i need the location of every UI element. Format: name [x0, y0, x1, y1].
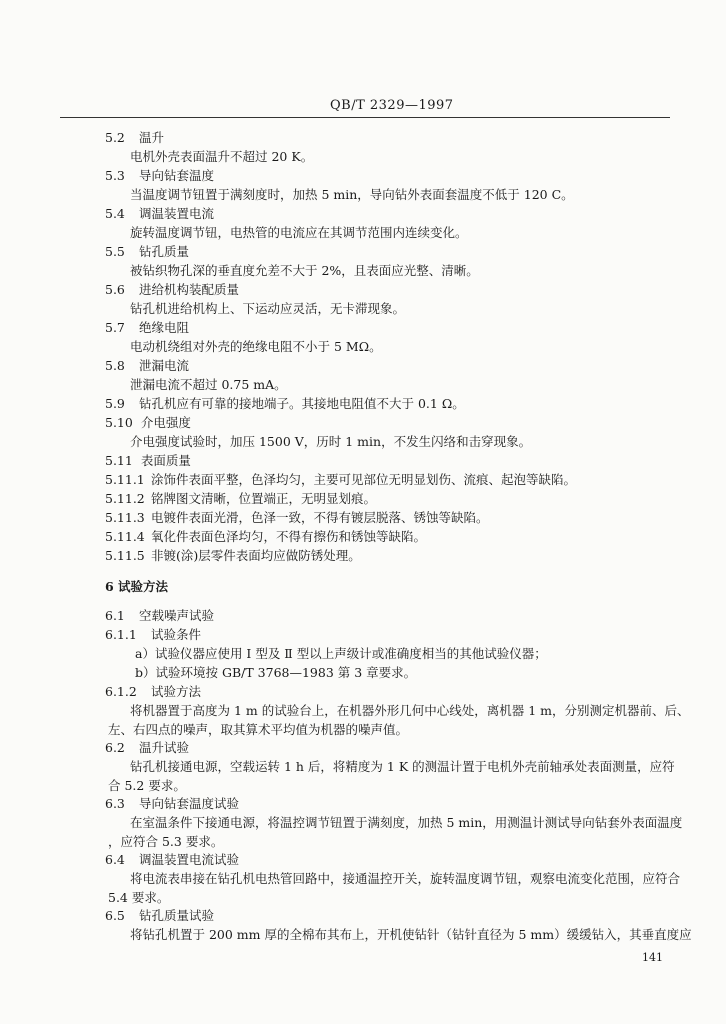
subclause-number: 5.11.4: [105, 529, 145, 544]
subclause-text: 试验条件: [151, 627, 202, 642]
list-item: b）试验环境按 GB/T 3768—1983 第 3 章要求。: [135, 665, 417, 680]
clause-title: 温升试验: [139, 740, 190, 755]
paragraph-text: 将钻孔机置于 200 mm 厚的全棉布其布上，开机使钻针（钻针直径为 5 mm）缓缓钻入，其垂直度应: [130, 927, 692, 942]
subclause-text: 氧化件表面色泽均匀，不得有擦伤和锈蚀等缺陷。: [151, 529, 427, 544]
clause-number: 6.1: [105, 608, 125, 623]
clause-heading: [105, 130, 164, 146]
paragraph-text: 钻孔机进给机构上、下运动应灵活，无卡滞现象。: [130, 301, 406, 316]
clause-title: 绝缘电阻: [139, 320, 190, 335]
clause-title: 进给机构装配质量: [139, 282, 240, 297]
paragraph-text: 旋转温度调节钮，电热管的电流应在其调节范围内连续变化。: [130, 225, 468, 240]
paragraph-text: 被钻织物孔深的垂直度允差不大于 2%，且表面应光整、清晰。: [130, 263, 479, 278]
subclause-text: 电镀件表面光滑，色泽一致，不得有镀层脱落、锈蚀等缺陷。: [151, 510, 489, 525]
clause-heading: [105, 740, 189, 756]
paragraph-text: 泄漏电流不超过 0.75 mA。: [130, 377, 287, 392]
clause-number: 5.7: [105, 320, 125, 335]
clause-title: 介电强度: [140, 415, 191, 430]
subclause-heading: [105, 472, 576, 488]
paragraph-text: 当温度调节钮置于满刻度时，加热 5 min，导向钻外表面套温度不低于 120 C。: [130, 187, 574, 202]
clause-number: 6.2: [105, 740, 125, 755]
clause-number: 5.6: [105, 282, 125, 297]
clause-title: 泄漏电流: [139, 358, 190, 373]
subclause-number: 5.11.5: [105, 548, 145, 563]
subclause-number: 5.11.3: [105, 510, 145, 525]
clause-heading: [105, 168, 214, 184]
clause-heading: [105, 244, 189, 260]
clause-title: 温升: [139, 130, 165, 145]
clause-number: 5.4: [105, 206, 125, 221]
clause-number: 5.11: [105, 453, 133, 468]
clause-heading: [105, 415, 191, 431]
paragraph-text: 在室温条件下接通电源，将温控调节钮置于满刻度，加热 5 min，用测温计测试导向钻套外表面温度: [130, 815, 683, 830]
paragraph-text: 电动机绕组对外壳的绝缘电阻不小于 5 MΩ。: [130, 339, 382, 354]
paragraph-text: 将机器置于高度为 1 m 的试验台上，在机器外形几何中心线处，离机器 1 m，分别测定机器前、后、: [130, 703, 690, 718]
page-number: 141: [642, 951, 663, 964]
list-item: a）试验仪器应使用 Ⅰ 型及 Ⅱ 型以上声级计或准确度相当的其他试验仪器；: [135, 646, 547, 661]
clause-number: 5.10: [105, 415, 133, 430]
subclause-number: 6.1.2: [105, 684, 137, 699]
paragraph-text: 钻孔机接通电源，空载运转 1 h 后，将精度为 1 K 的测温计置于电机外壳前轴承处表面测量，应符: [130, 759, 675, 774]
subclause-heading: [105, 529, 426, 545]
subclause-text: 非镀(涂)层零件表面均应做防锈处理。: [151, 548, 361, 563]
clause-number: 5.3: [105, 168, 125, 183]
clause-heading: [105, 358, 189, 374]
clause-number: 6.5: [105, 908, 125, 923]
section-title: 6 试验方法: [105, 579, 169, 594]
clause-title: 导向钻套温度试验: [139, 796, 240, 811]
clause-heading: [105, 908, 214, 924]
subclause-number: 6.1.1: [105, 627, 137, 642]
paragraph-continuation: ，应符合 5.3 要求。: [108, 834, 224, 849]
clause-number: 6.3: [105, 796, 125, 811]
paragraph-text: 介电强度试验时，加压 1500 V，历时 1 min，不发生闪络和击穿现象。: [130, 434, 532, 449]
clause-heading: [105, 453, 191, 469]
subclause-text: 铭牌图文清晰，位置端正，无明显划痕。: [151, 491, 377, 506]
clause-title: 导向钻套温度: [139, 168, 215, 183]
clause-title: 钻孔机应有可靠的接地端子。其接地电阻值不大于 0.1 Ω。: [139, 396, 465, 411]
clause-title: 钻孔质量试验: [139, 908, 215, 923]
clause-heading: [105, 282, 239, 298]
subclause-heading: [105, 491, 376, 507]
clause-title: 表面质量: [140, 453, 191, 468]
paragraph-text: 将电流表串接在钻孔机电热管回路中，接通温控开关，旋转温度调节钮，观察电流变化范围，应符合: [130, 871, 681, 886]
clause-heading: [105, 796, 239, 812]
subclause-heading: [105, 627, 201, 643]
clause-heading: [105, 852, 239, 868]
subclause-text: 涂饰件表面平整，色泽均匀，主要可见部位无明显划伤、流痕、起泡等缺陷。: [151, 472, 577, 487]
clause-heading: [105, 608, 214, 624]
clause-title: 空载噪声试验: [139, 608, 215, 623]
clause-title: 调温装置电流试验: [139, 852, 240, 867]
clause-number: 5.8: [105, 358, 125, 373]
clause-number: 5.2: [105, 130, 125, 145]
standard-code: QB/T 2329—1997: [330, 98, 454, 113]
clause-title: 钻孔质量: [139, 244, 190, 259]
subclause-heading: [105, 510, 489, 526]
clause-title: 调温装置电流: [139, 206, 215, 221]
paragraph-continuation: 5.4 要求。: [108, 890, 170, 905]
clause-number: 5.5: [105, 244, 125, 259]
subclause-number: 5.11.2: [105, 491, 145, 506]
clause-number: 5.9: [105, 396, 125, 411]
header-rule: [60, 117, 670, 118]
clause-heading: [105, 206, 214, 222]
paragraph-text: 电机外壳表面温升不超过 20 K。: [130, 149, 314, 164]
page-header: [0, 98, 726, 118]
paragraph-continuation: 左、右四点的噪声，取其算术平均值为机器的噪声值。: [108, 722, 409, 737]
subclause-heading: [105, 548, 361, 564]
clause-number: 6.4: [105, 852, 125, 867]
paragraph-continuation: 合 5.2 要求。: [108, 778, 186, 793]
subclause-heading: [105, 684, 201, 700]
clause-heading: [105, 396, 465, 412]
clause-heading: [105, 320, 189, 336]
subclause-text: 试验方法: [151, 684, 202, 699]
subclause-number: 5.11.1: [105, 472, 145, 487]
